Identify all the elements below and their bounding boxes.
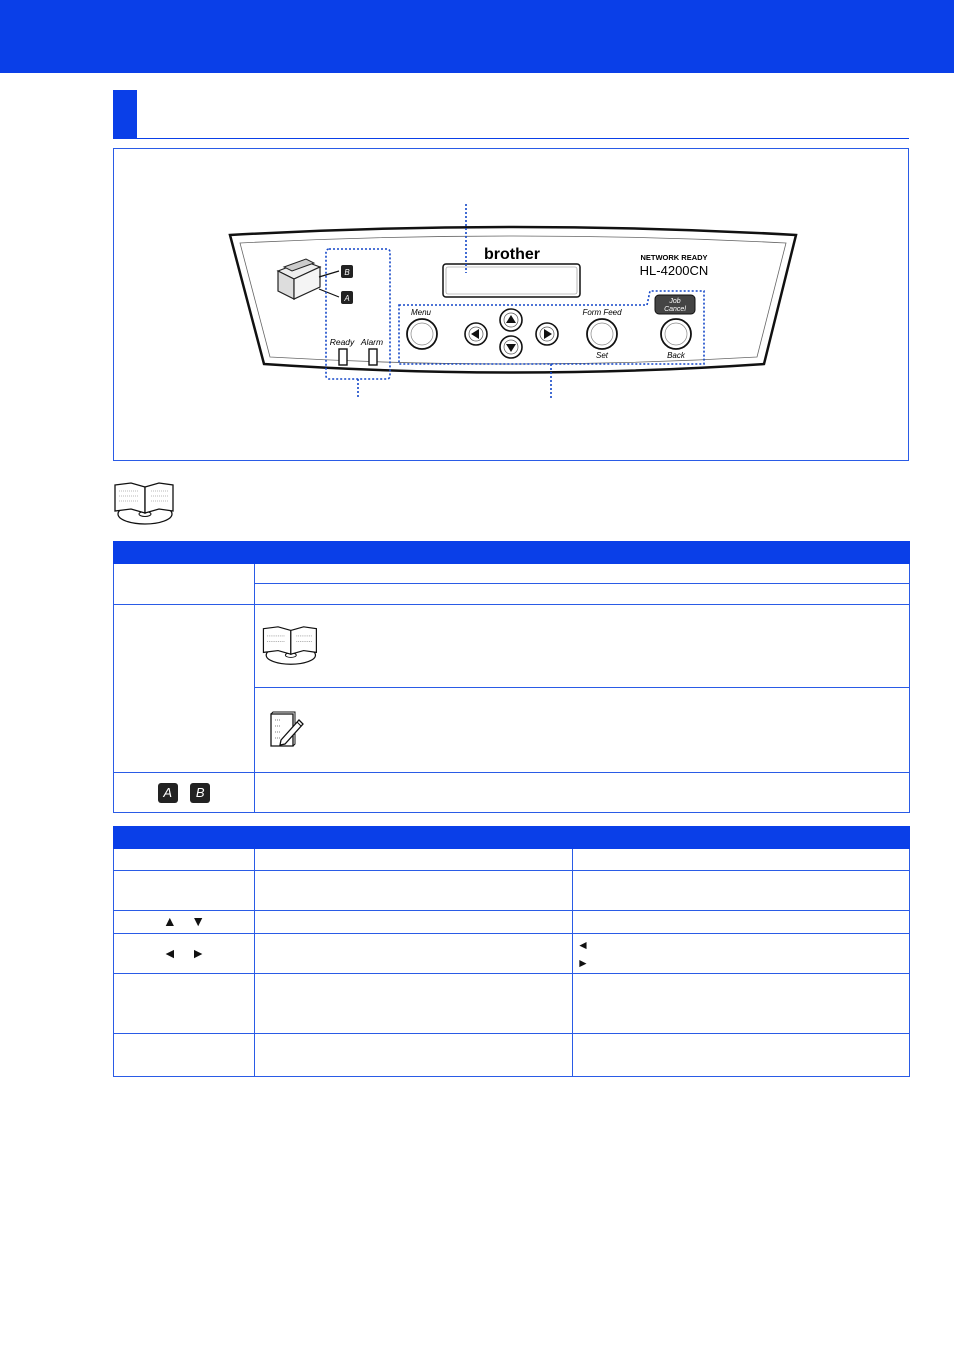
control-panel-illustration <box>114 149 910 462</box>
led-table <box>113 541 910 813</box>
set-button <box>587 319 617 349</box>
table-row <box>114 605 910 688</box>
table-row <box>114 849 910 871</box>
ready-led <box>339 349 347 365</box>
alarm-label: Alarm <box>360 337 384 347</box>
alarm-led <box>369 349 377 365</box>
down-arrow-icon: ▼ <box>191 913 206 929</box>
table-row <box>114 871 910 911</box>
table-row <box>114 934 910 974</box>
lcd-display <box>443 264 580 297</box>
cancel-label: Cancel <box>664 306 686 313</box>
left-arrow-button <box>465 323 487 345</box>
menu-label: Menu <box>410 308 432 317</box>
right-arrow-icon: ► <box>191 944 206 961</box>
table-row <box>114 911 910 934</box>
tray-b-key-icon: B <box>190 783 210 803</box>
table-header-row <box>114 827 910 849</box>
button-table <box>113 826 910 1077</box>
up-arrow-button <box>500 309 522 331</box>
back-button <box>661 319 691 349</box>
tray-a-key-icon: A <box>158 783 178 803</box>
tray-a-letter: A <box>344 294 350 303</box>
menu-button <box>407 319 437 349</box>
table-header-row <box>114 542 910 564</box>
job-label: Job <box>669 298 681 305</box>
down-arrow-button <box>500 336 522 358</box>
right-arrow-icon: ► <box>577 955 589 970</box>
back-label: Back <box>667 351 685 360</box>
user-guide-cd-icon <box>111 481 175 527</box>
model-name: HL-4200CN <box>639 263 709 278</box>
set-label: Set <box>595 351 609 360</box>
left-arrow-icon: ◄ <box>577 937 589 952</box>
table-row <box>114 974 910 1034</box>
right-arrow-button <box>536 323 558 345</box>
up-arrow-icon: ▲ <box>162 913 177 929</box>
top-banner <box>0 0 954 73</box>
note-icon <box>267 710 307 750</box>
ready-label: Ready <box>329 337 355 347</box>
left-arrow-icon: ◄ <box>162 944 177 961</box>
network-ready-label: NETWORK READY <box>640 253 708 262</box>
section-rule <box>113 138 909 139</box>
control-panel-figure <box>113 148 909 461</box>
tray-b-letter: B <box>344 268 350 277</box>
table-row <box>114 773 910 813</box>
table-row <box>114 1034 910 1077</box>
table-row <box>114 564 910 584</box>
user-guide-cd-icon <box>259 625 319 667</box>
brand-logo: brother <box>484 246 540 263</box>
form-feed-label: Form Feed <box>582 308 622 317</box>
section-marker <box>113 90 137 139</box>
